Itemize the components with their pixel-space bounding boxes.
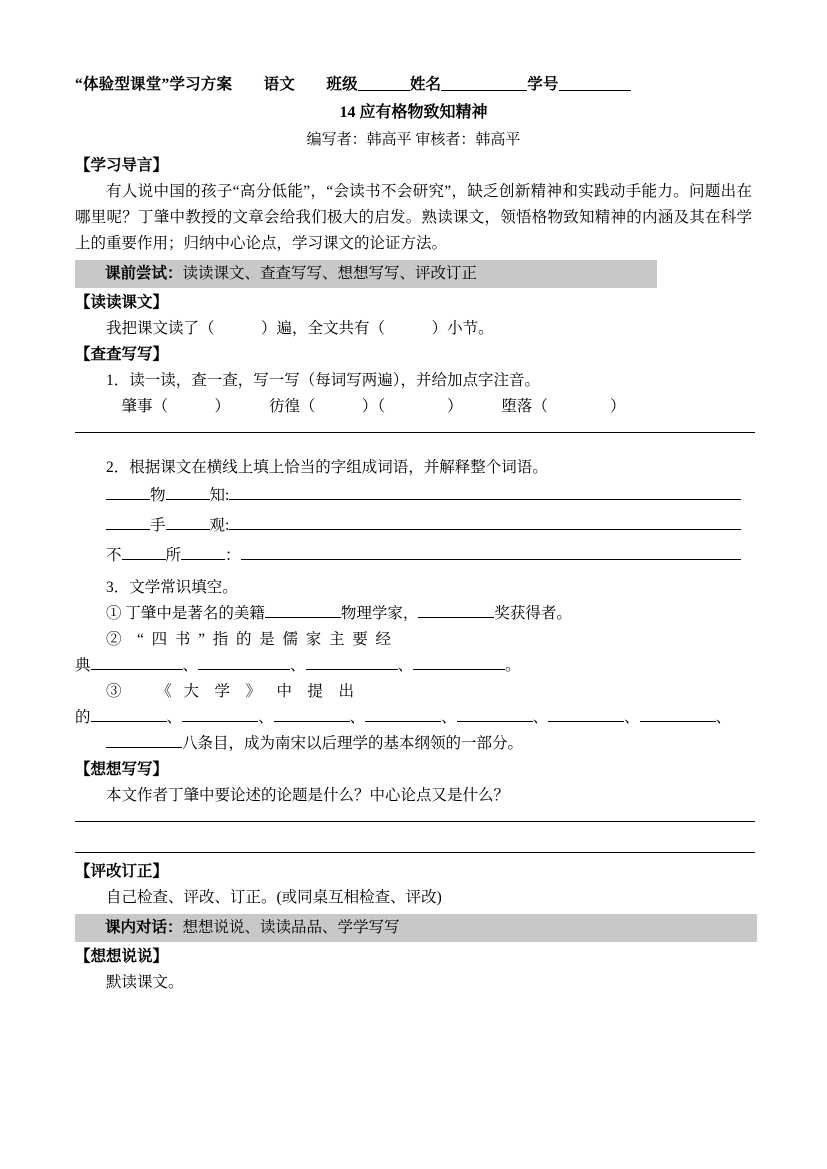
revise-body-text: 自己检查、评改、订正。(或同桌互相检查、评改)	[106, 889, 442, 906]
in-class-items: 想想说说、读读品品、学学写写	[182, 919, 400, 936]
header-number-label: 学号	[527, 76, 559, 93]
header-name-label: 姓名	[409, 76, 442, 93]
read-count-a: 我把课文读了（	[106, 320, 215, 337]
q3-item-2: ② “ 四 书 ” 指 的 是 儒 家 主 要 经	[106, 631, 392, 648]
question-2-text: 2．根据课文在横线上填上恰当的字组成词语，并解释整个词语。	[106, 459, 548, 476]
read-blank-2[interactable]	[385, 320, 432, 337]
in-class-bar	[75, 914, 757, 942]
guide-body-text: 有人说中国的孩子“高分低能”，“会读书不会研究”，缺乏创新精神和实践动手能力。问题出在哪里呢？丁肇中教授的文章会给我们极大的启发。熟读课文，领悟格物致知精神的内涵及其在科学上的重要作用；归纳中心论点，学习课文的论证方法。	[75, 183, 752, 252]
q2-char-1b: 知:	[209, 487, 230, 504]
q3-2-blank-3[interactable]	[306, 654, 398, 670]
answer-rule-2	[75, 852, 755, 853]
q2-char-2a: 手	[150, 517, 166, 534]
q2-row-1	[75, 481, 752, 511]
q3-2-blank-4[interactable]	[413, 654, 505, 670]
q3-2-blank-1[interactable]	[91, 654, 183, 670]
vocab-close-3: ）	[609, 398, 626, 415]
q3-3-blank-5[interactable]	[457, 706, 533, 722]
vocab-close-2: ）（	[361, 398, 386, 415]
vocab-blank-2[interactable]	[315, 398, 362, 415]
vocab-word-3: 堕落（	[501, 398, 548, 415]
q2-row-2	[75, 511, 752, 541]
q3-item-3-blanks: 的 、 、 、 、 、 、 、	[75, 705, 752, 731]
vocab-gap-2	[455, 398, 502, 415]
header-spacer-1	[232, 76, 263, 93]
writing-space-1[interactable]	[75, 433, 752, 455]
header-spacer-2	[295, 76, 326, 93]
answer-space-1[interactable]	[75, 822, 752, 852]
q2-blank-2b[interactable]	[166, 514, 210, 530]
read-count-sentence	[75, 316, 752, 342]
q3-3-blank-2[interactable]	[182, 706, 258, 722]
section-heading-say: 【想想说说】	[75, 948, 169, 965]
section-heading-guide: 【学习导言】	[75, 157, 169, 174]
q3-1-blank-1[interactable]	[265, 602, 341, 618]
name-blank	[441, 76, 527, 91]
q3-item-3-tail	[75, 731, 752, 757]
q2-blank-1a[interactable]	[106, 484, 150, 500]
vocab-blank-2b[interactable]	[385, 398, 447, 415]
q3-2-end: 。	[505, 657, 521, 674]
q3-3-tail-text: 八条目，成为南宋以后理学的基本纲领的一部分。	[182, 735, 524, 752]
q2-blank-3a[interactable]	[122, 544, 166, 560]
vocab-row	[75, 394, 752, 420]
vocab-close-2b: ）	[447, 398, 455, 415]
header-left-title: “体验型课堂”学习方案	[75, 76, 233, 93]
q3-3-blank-1[interactable]	[91, 706, 167, 722]
q3-3-blank-3[interactable]	[274, 706, 350, 722]
vocab-close-1: ）	[214, 398, 223, 415]
in-class-label: 课内对话：	[105, 919, 183, 936]
section-heading-check: 【查查写写】	[75, 346, 169, 363]
vocab-blank-3[interactable]	[548, 398, 610, 415]
q2-char-1a: 物	[150, 487, 166, 504]
read-blank-1[interactable]	[215, 320, 262, 337]
q3-2-blank-2[interactable]	[198, 654, 290, 670]
pre-class-bar	[75, 260, 657, 288]
pre-class-label: 课前尝试：	[105, 265, 183, 282]
q3-1-a: ① 丁肇中是著名的美籍	[106, 605, 265, 622]
page-title: 14 应有格物致知精神	[339, 104, 488, 121]
q3-1-b: 物理学家，	[340, 605, 419, 622]
q3-item-2-blanks: 典 、 、 、 。	[75, 653, 752, 679]
q2-char-3a: 所	[165, 547, 182, 564]
byline: 编写者：韩高平 审核者：韩高平	[306, 132, 521, 148]
header-class-label: 班级	[326, 76, 358, 93]
section-heading-read: 【读读课文】	[75, 294, 169, 311]
section-heading-revise: 【评改订正】	[75, 863, 169, 880]
q3-3-lead: 的	[75, 709, 91, 726]
question-1-text: 1．读一读，查一查，写一写（每词写两遍），并给加点字注音。	[106, 372, 541, 389]
q2-blank-2a[interactable]	[106, 514, 150, 530]
q3-3-blank-6[interactable]	[548, 706, 624, 722]
q2-blank-1b[interactable]	[166, 484, 210, 500]
header-subject: 语文	[263, 76, 296, 93]
q3-1-c: 奖获得者。	[494, 605, 572, 622]
read-count-b: ）遍，全文共有（	[261, 320, 386, 337]
document-header	[75, 72, 752, 98]
think-write-question: 本文作者丁肇中要论述的论题是什么？中心论点又是什么？	[106, 787, 510, 804]
vocab-word-1: 肇事（	[121, 398, 169, 415]
section-heading-think-write: 【想想写写】	[75, 761, 169, 778]
q3-2-tail: 典	[75, 657, 91, 674]
class-blank	[358, 76, 410, 91]
q2-pre-3: 不	[106, 547, 122, 564]
q3-3-blank-8[interactable]	[106, 732, 182, 748]
say-body-text: 默读课文。	[106, 974, 184, 991]
q2-answer-2[interactable]	[229, 514, 741, 530]
pre-class-items: 读读课文、查查写写、想想写写、评改订正	[182, 265, 478, 282]
vocab-blank-1[interactable]	[168, 398, 215, 415]
q3-3-blank-4[interactable]	[365, 706, 441, 722]
q3-1-blank-2[interactable]	[418, 602, 494, 618]
q3-item-3: ③ 《 大 学 》 中 提 出	[106, 683, 355, 700]
number-blank	[559, 76, 631, 91]
q2-blank-3b[interactable]	[181, 544, 225, 560]
question-3-text: 3．文学常识填空。	[106, 579, 238, 596]
q2-answer-1[interactable]	[229, 484, 741, 500]
q3-3-blank-7[interactable]	[640, 706, 716, 722]
q3-item-1	[75, 601, 752, 627]
read-count-c: ）小节。	[431, 320, 494, 337]
vocab-word-2: 彷徨（	[268, 398, 316, 415]
vocab-gap-1	[222, 398, 269, 415]
q2-char-3b: ：	[225, 547, 241, 564]
q2-char-2b: 观:	[209, 517, 230, 534]
q2-answer-3[interactable]	[241, 544, 741, 560]
q2-row-3	[75, 541, 752, 571]
